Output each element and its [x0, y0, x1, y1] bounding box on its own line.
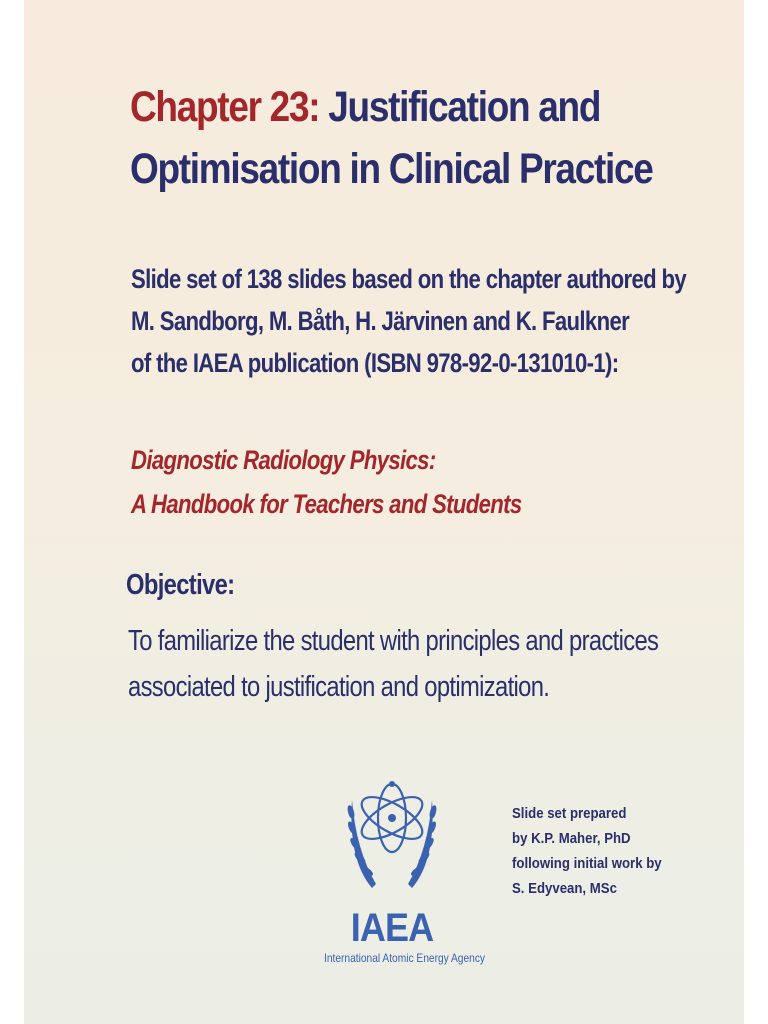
slide-set-description: [131, 258, 686, 384]
book-title: [131, 438, 522, 526]
chapter-label: Chapter 23:: [130, 83, 320, 131]
credits-line: Slide set prepared: [512, 805, 627, 822]
credits-line: S. Edyvean, MSc: [512, 880, 617, 897]
credits-line: by K.P. Maher, PhD: [512, 830, 631, 847]
objective-text: [128, 618, 658, 710]
objective-line: To familiarize the student with principles and practices: [128, 625, 659, 657]
title-line-1: [130, 76, 646, 138]
title-line-1-text: Justification and: [328, 83, 601, 131]
iaea-logo-text: [312, 905, 486, 965]
credits: [512, 801, 662, 901]
credits-line: following initial work by: [512, 855, 662, 872]
slide-title: [130, 76, 653, 200]
title-line-2: Optimisation in Clinical Practice: [130, 145, 653, 193]
intro-line: Slide set of 138 slides based on the chapter authored by: [131, 264, 687, 294]
iaea-emblem-icon: [342, 760, 442, 900]
objective-line: associated to justification and optimization.: [128, 671, 550, 703]
objective-heading: Objective:: [126, 569, 235, 601]
logo-organization-name: International Atomic Energy Agency: [324, 951, 486, 965]
intro-line: of the IAEA publication (ISBN 978-92-0-131010-1):: [131, 348, 619, 378]
intro-line: M. Sandborg, M. Båth, H. Järvinen and K. Faulkner: [131, 306, 630, 336]
book-title-line: A Handbook for Teachers and Students: [131, 489, 522, 519]
logo-acronym: IAEA: [350, 906, 434, 950]
slide-page: [24, 0, 744, 1024]
book-title-line: Diagnostic Radiology Physics:: [131, 445, 436, 475]
